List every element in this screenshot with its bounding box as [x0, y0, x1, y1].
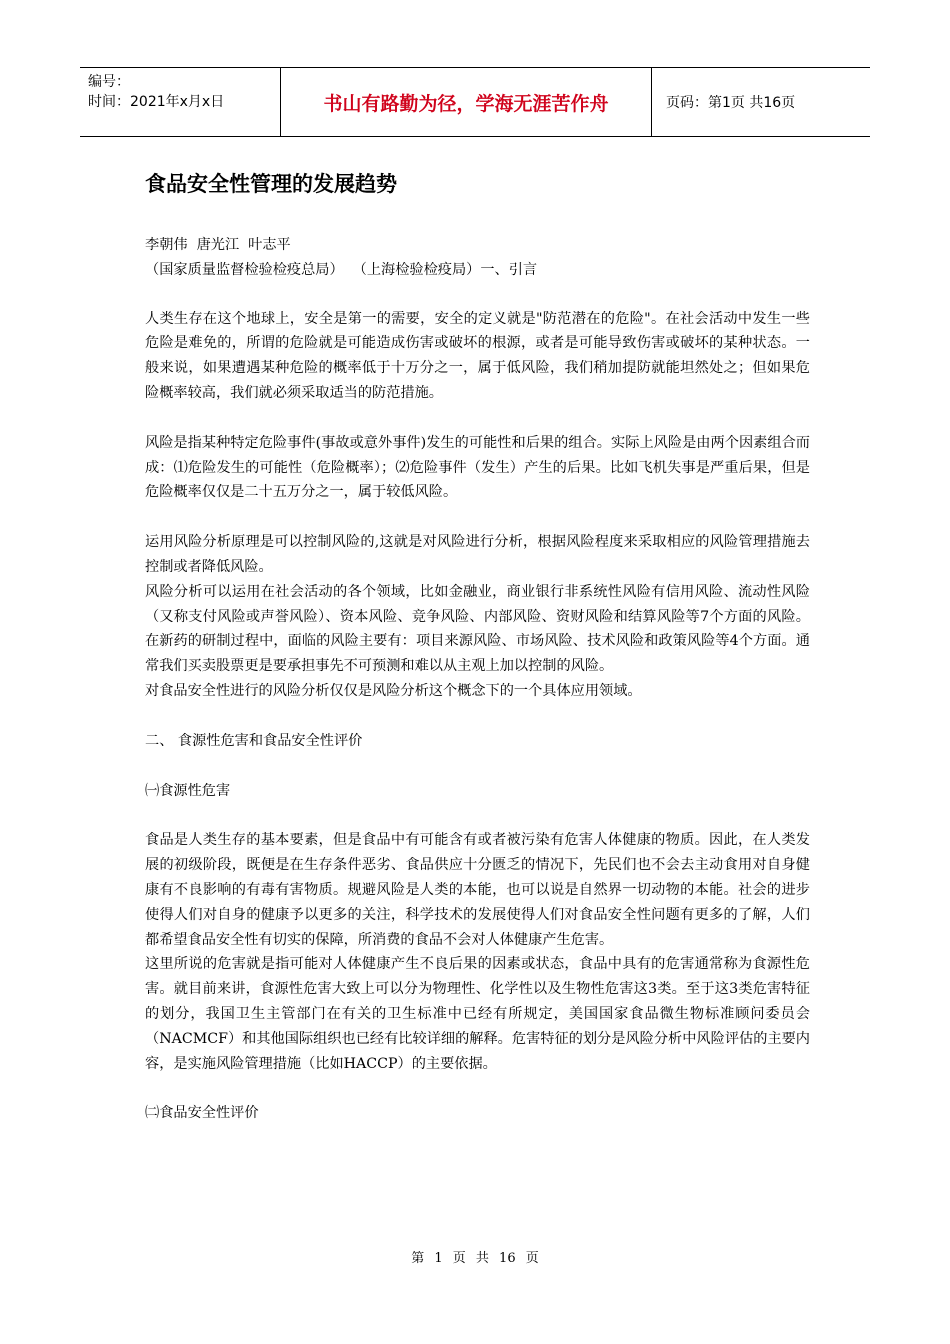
affiliations: （国家质量监督检验检疫总局） （上海检验检疫局）一、引言: [145, 261, 538, 278]
paragraph-4: 风险分析可以运用在社会活动的各个领域，比如金融业，商业银行非系统性风险有信用风险、流动性风险（又称支付风险或声誉风险）、资本风险、竞争风险、内部风险、资财风险和结算风险等7个方面的风险。在新药的研制过程中，面临的风险主要有：项目来源风险、市场风险、技术风险和政策风险等4个方面。通常我们买卖股票更是要承担事先不可预测和难以从主观上加以控制的风险。: [145, 583, 810, 675]
number-label: 编号：: [88, 74, 130, 90]
authors: 李朝伟 唐光江 叶志平: [145, 237, 291, 253]
motto: 书山有路勤为径，学海无涯苦作舟: [280, 68, 652, 136]
subsection-heading-2: ㈡食品安全性评价: [145, 1105, 259, 1122]
page-info: 页码：第1页 共16页: [666, 95, 796, 111]
paragraph-5: 对食品安全性进行的风险分析仅仅是风险分析这个概念下的一个具体应用领域。: [145, 682, 642, 699]
page-footer: 第 1 页 共 16 页: [411, 1251, 539, 1266]
section-heading-2: 二、 食源性危害和食品安全性评价: [145, 732, 363, 749]
subsection-heading-1: ㈠食源性危害: [145, 782, 231, 799]
paragraph-7: 这里所说的危害就是指可能对人体健康产生不良后果的因素或状态，食品中具有的危害通常称为食源性危害。就目前来讲，食源性危害大致上可以分为物理性、化学性以及生物性危害这3类。至于这3类危害特征的划分，我国卫生主管部门在有关的卫生标准中已经有所规定，美国国家食品微生物标准顾问委员会（NACMCF）和其他国际组织也已经有比较详细的解释。危害特征的划分是风险分析中风险评估的主要内容，是实施风险管理措施（比如HACCP）的主要依据。: [145, 956, 810, 1072]
paragraph-3: 运用风险分析原理是可以控制风险的,这就是对风险进行分析，根据风险程度来采取相应的风险管理措施去控制或者降低风险。: [145, 534, 810, 575]
time-label: 时间：2021年x月x日: [88, 94, 225, 110]
paragraph-1: 人类生存在这个地球上，安全是第一的需要，安全的定义就是"防范潜在的危险"。在社会活动中发生一些危险是难免的，所谓的危险就是可能造成伤害或破坏的根源，或者是可能导致伤害或破坏的某种状态。一般来说，如果遭遇某种危险的概率低于十万分之一，属于低风险，我们稍加提防就能坦然处之；但如果危险概率较高，我们就必须采取适当的防范措施。: [145, 310, 810, 401]
header-meta: [80, 68, 280, 136]
document-body: [145, 233, 810, 1126]
paragraph-2: 风险是指某种特定危险事件(事故或意外事件)发生的可能性和后果的组合。实际上风险是由两个因素组合而成：⑴危险发生的可能性（危险概率）；⑵危险事件（发生）产生的后果。比如飞机失事是严重后果，但是危险概率仅仅是二十五万分之一，属于较低风险。: [145, 434, 810, 501]
document-title: 食品安全性管理的发展趋势: [145, 172, 397, 196]
document-header: [80, 67, 870, 137]
paragraph-6: 食品是人类生存的基本要素，但是食品中有可能含有或者被污染有危害人体健康的物质。因此，在人类发展的初级阶段，既便是在生存条件恶劣、食品供应十分匮乏的情况下，先民们也不会去主动食用对自身健康有不良影响的有毒有害物质。规避风险是人类的本能，也可以说是自然界一切动物的本能。社会的进步使得人们对自身的健康予以更多的关注，科学技术的发展使得人们对食品安全性问题有更多的了解，人们都希望食品安全性有切实的保障，所消费的食品不会对人体健康产生危害。: [145, 832, 810, 948]
